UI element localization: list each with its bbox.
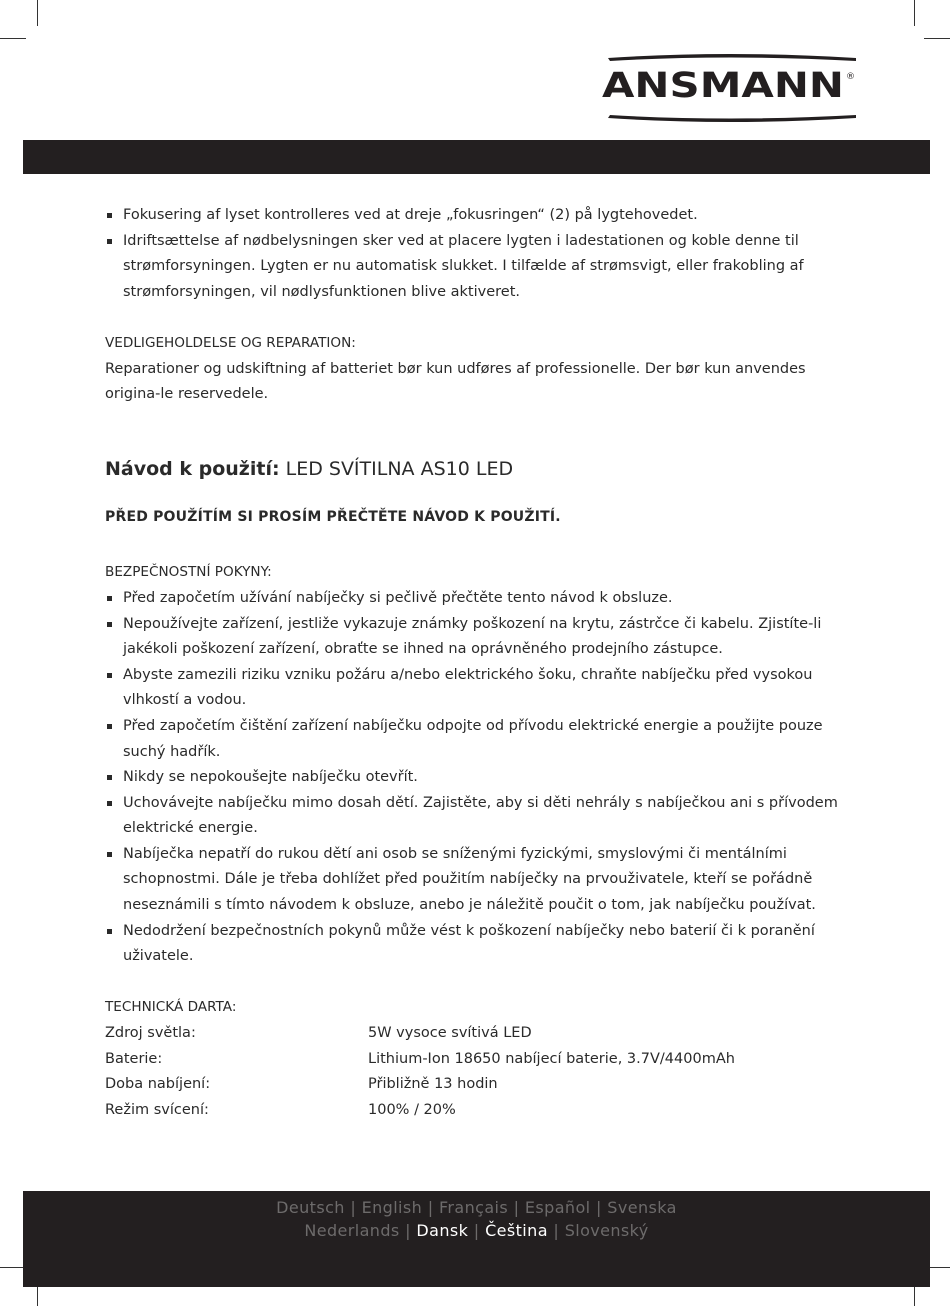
separator: | bbox=[350, 1198, 362, 1217]
language-link-cestina[interactable]: Čeština bbox=[485, 1221, 548, 1240]
language-link-francais[interactable]: Français bbox=[438, 1198, 509, 1217]
language-row bbox=[23, 1196, 930, 1219]
language-link-nederlands[interactable]: Nederlands bbox=[304, 1221, 400, 1240]
safety-title: BEZPEČNOSTNÍ POKYNY: bbox=[105, 564, 272, 581]
language-link-slovensky[interactable]: Slovenský bbox=[564, 1221, 649, 1240]
language-link-dansk[interactable]: Dansk bbox=[416, 1221, 469, 1240]
crop-mark bbox=[924, 38, 950, 39]
separator: | bbox=[553, 1221, 565, 1240]
heading-product: LED SVÍTILNA AS10 LED bbox=[279, 457, 514, 480]
spec-label: Zdroj světla: bbox=[105, 1025, 196, 1042]
language-row bbox=[23, 1219, 930, 1242]
svg-text:®: ® bbox=[846, 72, 855, 82]
spec-value: Přibližně 13 hodin bbox=[368, 1076, 498, 1093]
document-body bbox=[105, 203, 850, 1123]
language-footer bbox=[23, 1191, 930, 1287]
tech-specs bbox=[105, 1021, 850, 1123]
language-link-english[interactable]: English bbox=[361, 1198, 423, 1217]
crop-mark bbox=[914, 0, 915, 26]
separator: | bbox=[405, 1221, 417, 1240]
svg-text:ANSMANN: ANSMANN bbox=[602, 66, 844, 106]
list-item: Nedodržení bezpečnostních pokynů může vést k poškození nabíječky nebo baterií či k poranění uživatele. bbox=[105, 919, 850, 970]
spec-value: 5W vysoce svítivá LED bbox=[368, 1025, 532, 1042]
list-item: Nepoužívejte zařízení, jestliže vykazuje známky poškození na krytu, zástrčce či kabelu. Zjistíte-li jakékoli poškození zařízení, obraťte se ihned na oprávněného prodejního zástupce. bbox=[105, 612, 850, 663]
spec-value: 100% / 20% bbox=[368, 1101, 456, 1118]
list-item: Před započetím čištění zařízení nabíječku odpojte od přívodu elektrické energie a použijte pouze suchý hadřík. bbox=[105, 714, 850, 765]
danish-usage-list bbox=[105, 203, 850, 305]
list-item: Uchovávejte nabíječku mimo dosah dětí. Zajistěte, aby si děti nehrály s nabíječkou ani s přívodem elektrické energie. bbox=[105, 791, 850, 842]
list-item: Nabíječka nepatří do rukou dětí ani osob se sníženými fyzickými, smyslovými či mentálními schopnostmi. Dále je třeba dohlížet před použitím nabíječky na prvouživatele, kteří se pořádně neseznámili s tímto návodem k obsluze, anebo je náležitě poučit o tom, jak nabíječku používat. bbox=[105, 842, 850, 919]
spec-value: Lithium-Ion 18650 nabíjecí baterie, 3.7V/4400mAh bbox=[368, 1050, 735, 1067]
separator: | bbox=[513, 1198, 525, 1217]
spec-label: Baterie: bbox=[105, 1050, 163, 1067]
heading-bold: Návod k použití: bbox=[105, 457, 280, 480]
spec-row bbox=[105, 1072, 850, 1098]
list-item: Fokusering af lyset kontrolleres ved at dreje „fokusringen“ (2) på lygtehovedet. bbox=[105, 203, 850, 229]
list-item: Nikdy se nepokoušejte nabíječku otevřít. bbox=[105, 765, 850, 791]
spec-row bbox=[105, 1098, 850, 1124]
section-heading bbox=[105, 455, 850, 483]
spec-label: Doba nabíjení: bbox=[105, 1076, 211, 1093]
crop-mark bbox=[0, 38, 26, 39]
crop-mark bbox=[37, 0, 38, 26]
read-instructions-notice: PŘED POUŽÍTÍM SI PROSÍM PŘEČTĚTE NÁVOD K POUŽITÍ. bbox=[105, 508, 561, 525]
spec-row bbox=[105, 1047, 850, 1073]
safety-list bbox=[105, 586, 850, 970]
separator: | bbox=[427, 1198, 439, 1217]
header-bar bbox=[23, 140, 930, 174]
list-item: Idriftsættelse af nødbelysningen sker ved at placere lygten i ladestationen og koble denne til strømforsyningen. Lygten er nu automatisk slukket. I tilfælde af strømsvigt, eller frakobling af strømforsyningen, vil nødlysfunktionen blive aktiveret. bbox=[105, 229, 850, 306]
list-item: Před započetím užívání nabíječky si pečlivě přečtěte tento návod k obsluze. bbox=[105, 586, 850, 612]
language-link-svenska[interactable]: Svenska bbox=[607, 1198, 677, 1217]
tech-title: TECHNICKÁ DARTA: bbox=[105, 999, 237, 1016]
maintenance-text: Reparationer og udskiftning af batteriet bør kun udføres af professionelle. Der bør kun anvendes origina-le reservedele. bbox=[105, 360, 806, 403]
language-link-deutsch[interactable]: Deutsch bbox=[276, 1198, 345, 1217]
spec-label: Režim svícení: bbox=[105, 1101, 209, 1118]
maintenance-title: VEDLIGEHOLDELSE OG REPARATION: bbox=[105, 334, 356, 351]
separator: | bbox=[596, 1198, 608, 1217]
spec-row bbox=[105, 1021, 850, 1047]
ansmann-logo bbox=[598, 52, 860, 124]
separator: | bbox=[473, 1221, 486, 1240]
list-item: Abyste zamezili riziku vzniku požáru a/nebo elektrického šoku, chraňte nabíječku před vysokou vlhkostí a vodou. bbox=[105, 663, 850, 714]
language-link-espanol[interactable]: Español bbox=[524, 1198, 591, 1217]
